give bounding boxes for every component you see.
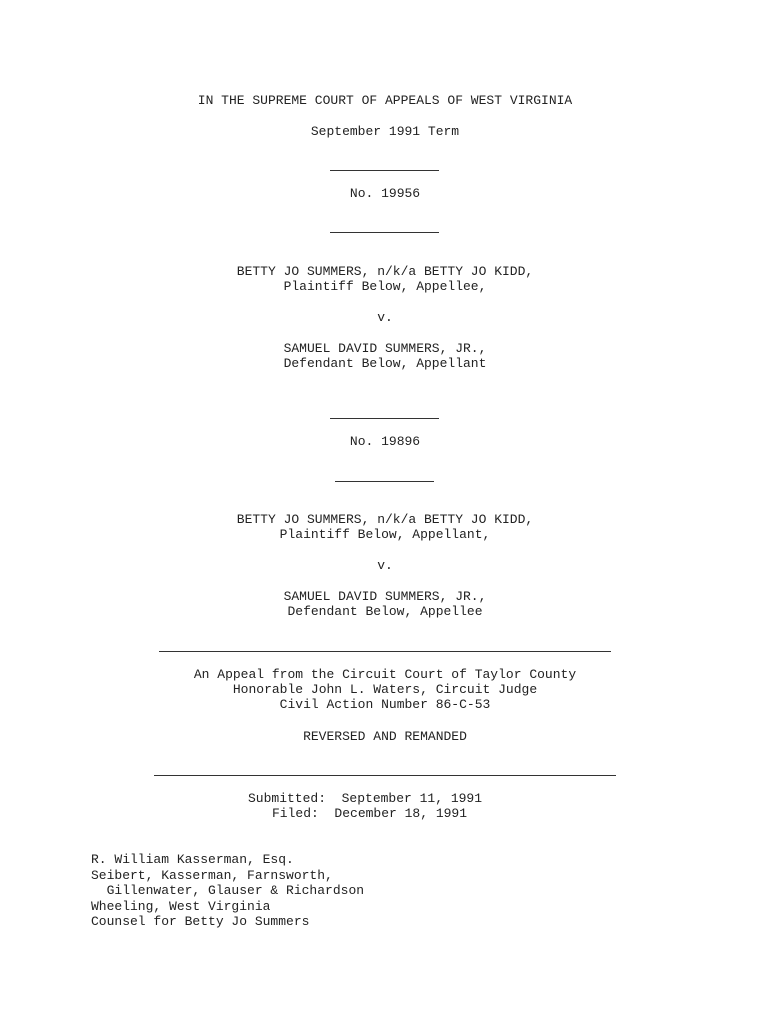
case1-party1-name: BETTY JO SUMMERS, n/k/a BETTY JO KIDD, [236,264,534,279]
court-title: IN THE SUPREME COURT OF APPEALS OF WEST VIRGINIA [197,93,573,108]
case2-party1-role: Plaintiff Below, Appellant, [279,527,491,542]
section-divider [154,775,616,776]
appeal-line2: Honorable John L. Waters, Circuit Judge [232,682,538,697]
counsel-line: Wheeling, West Virginia [91,898,271,914]
divider [330,232,439,233]
disposition: REVERSED AND REMANDED [303,729,467,744]
case1-party2-name: SAMUEL DAVID SUMMERS, JR., [283,341,487,356]
counsel-line: Gillenwater, Glauser & Richardson [91,883,365,898]
counsel-block [91,852,364,930]
filed-date: Filed: December 18, 1991 [272,806,468,821]
appeal-line1: An Appeal from the Circuit Court of Taylor County [193,667,577,682]
counsel-line: R. William Kasserman, Esq. [91,852,294,867]
term: September 1991 Term [310,124,460,139]
case1-party2-role: Defendant Below, Appellant [283,356,487,371]
section-divider [159,651,611,652]
case1-versus: v. [377,310,393,325]
case1-number: No. 19956 [349,186,421,201]
submitted-date: Submitted: September 11, 1991 [248,791,483,806]
divider [330,418,439,419]
case2-versus: v. [377,558,393,573]
case2-number: No. 19896 [349,434,421,449]
divider [335,481,434,482]
appeal-line3: Civil Action Number 86-C-53 [279,697,491,712]
case1-party1-role: Plaintiff Below, Appellee, [283,279,487,294]
counsel-line: Counsel for Betty Jo Summers [91,914,310,929]
case2-party1-name: BETTY JO SUMMERS, n/k/a BETTY JO KIDD, [236,512,534,527]
counsel-line: Seibert, Kasserman, Farnsworth, [91,867,333,883]
divider [330,170,439,171]
case2-party2-name: SAMUEL DAVID SUMMERS, JR., [283,589,487,604]
case2-party2-role: Defendant Below, Appellee [287,604,483,619]
